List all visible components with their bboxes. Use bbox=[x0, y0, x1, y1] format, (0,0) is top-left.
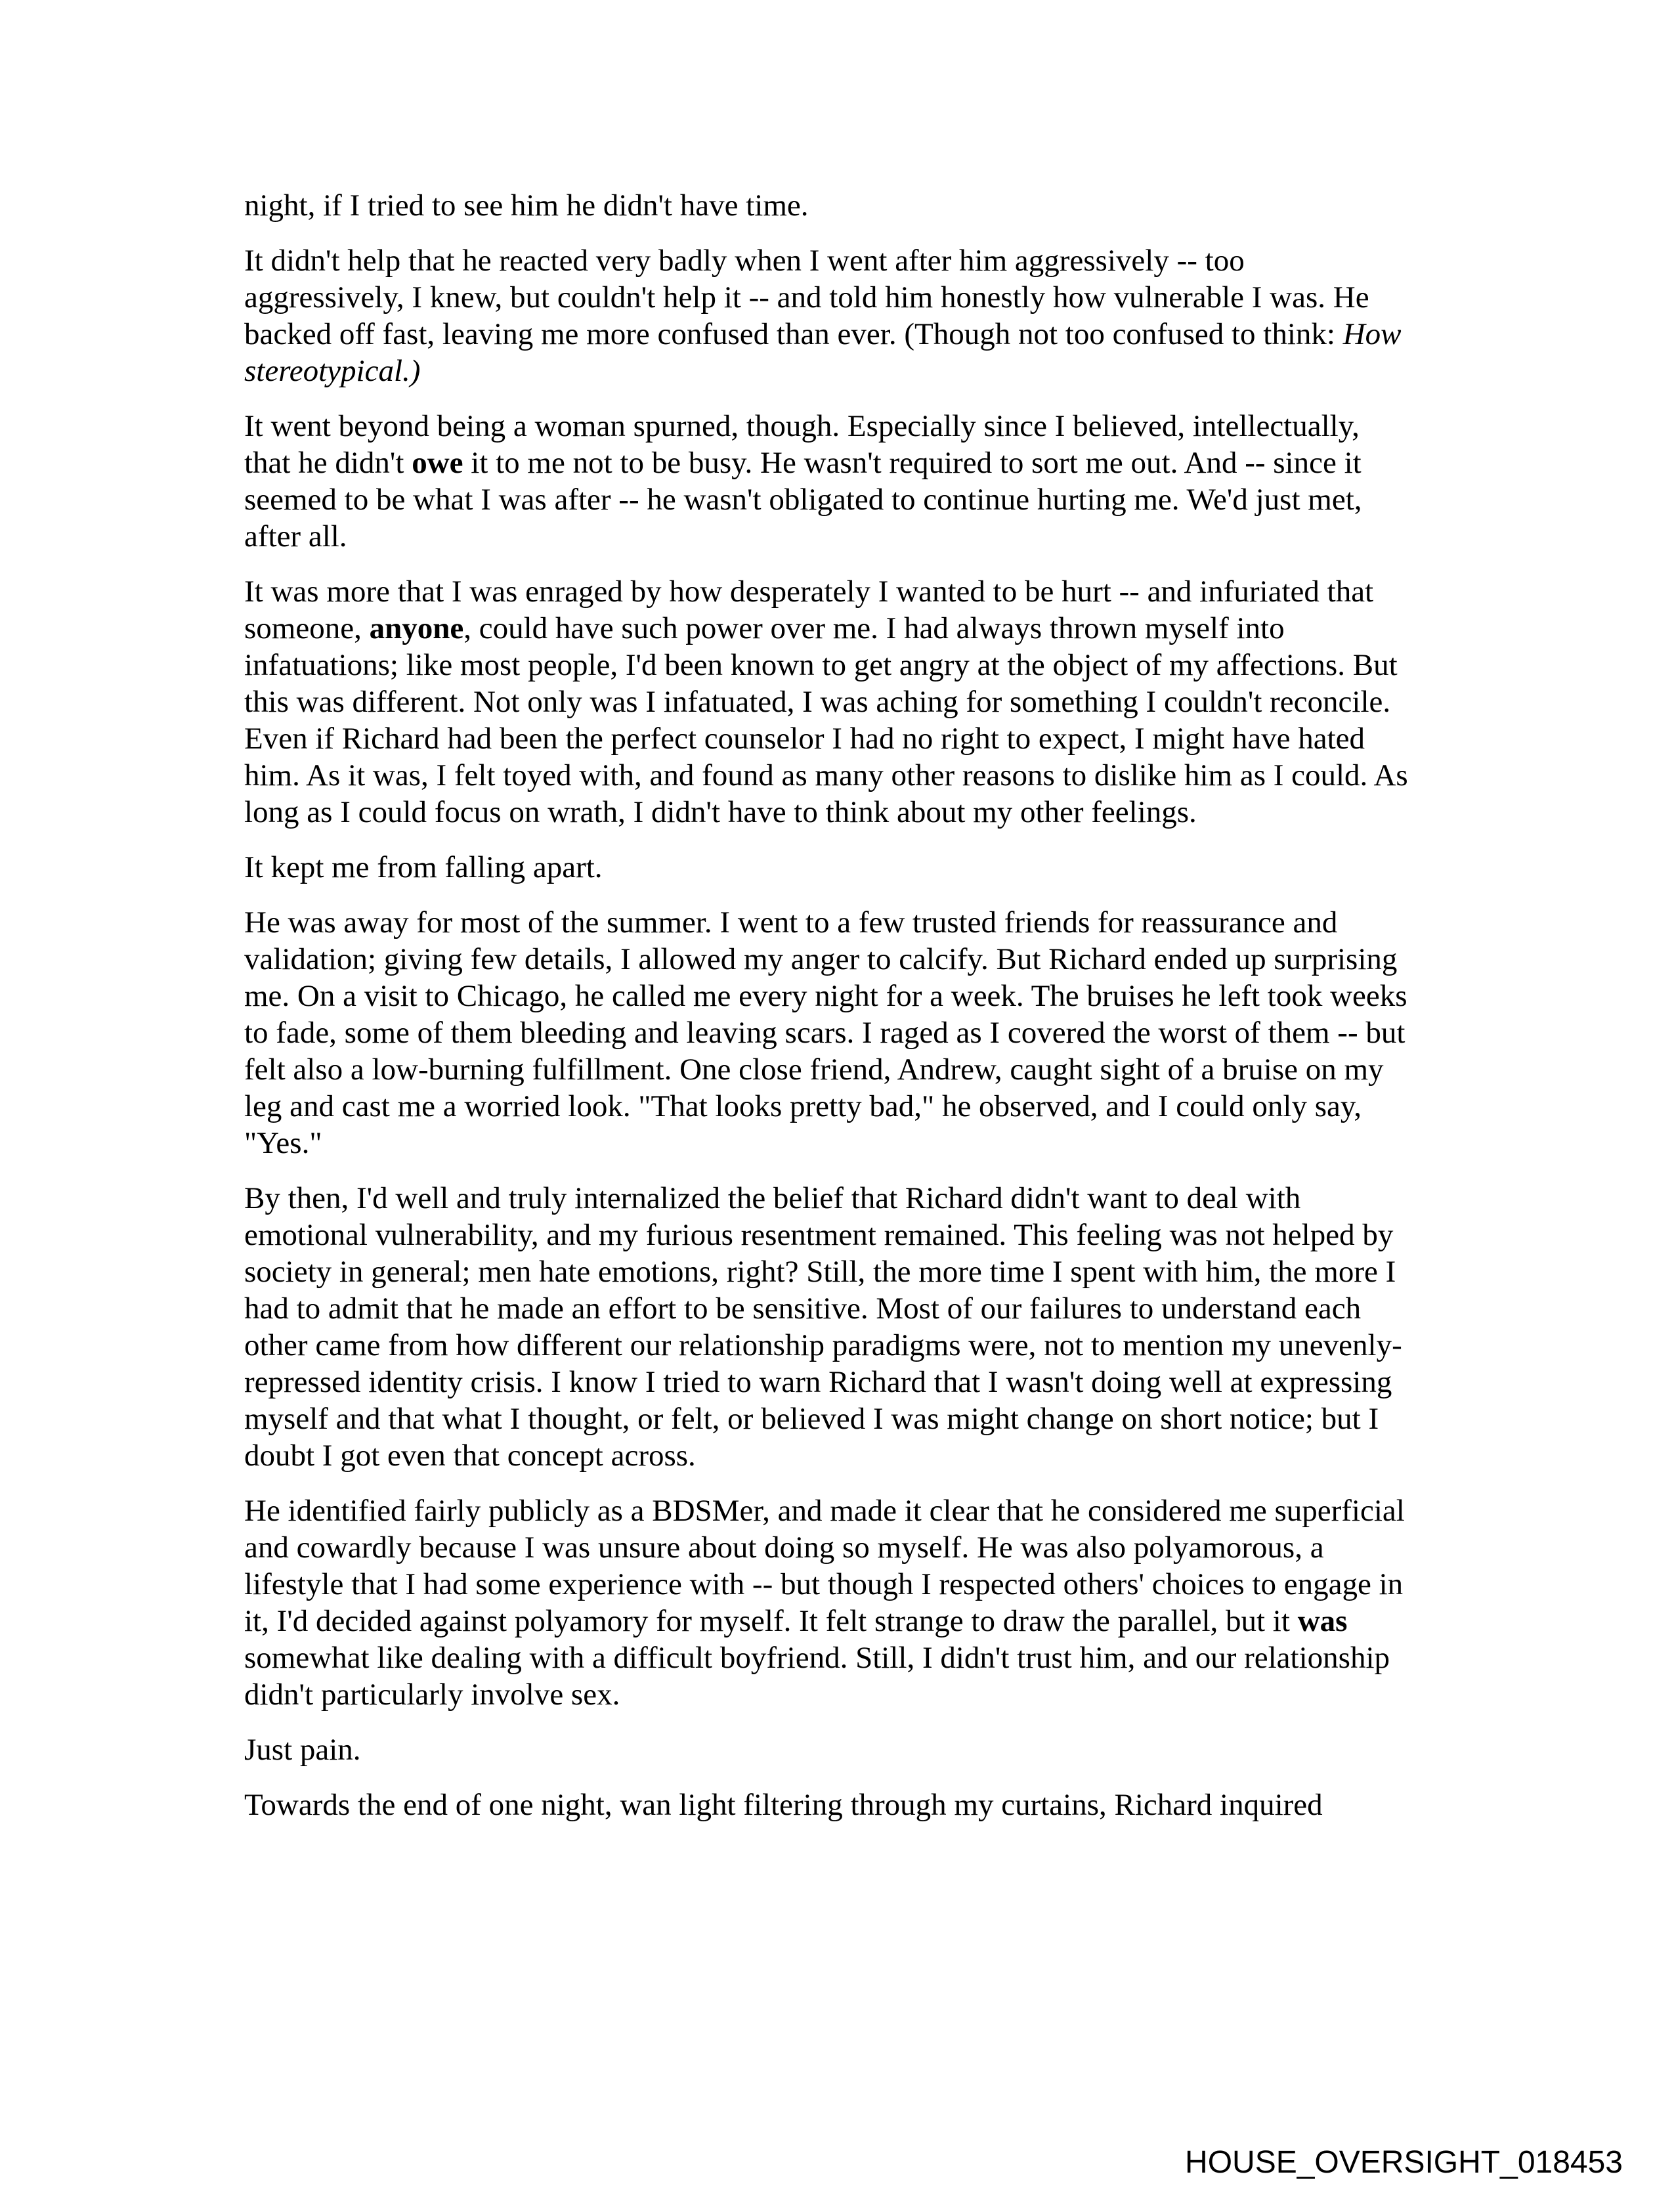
text-run: owe bbox=[412, 446, 463, 480]
text-run: He was away for most of the summer. I went to a few trusted friends for reassurance and validation; giving few details, I allowed my anger to calcify. But Richard ended up surprising me. On a visit to Chicago, he called me every night for a week. The bruises he left took weeks to fade, some of them bleeding and leaving scars. I raged as I covered the worst of them -- but felt also a low-burning fulfillment. One close friend, Andrew, caught sight of a bruise on my leg and cast me a worried look. "That looks pretty bad," he observed, and I could only say, "Yes." bbox=[244, 905, 1407, 1160]
text-run: Just pain. bbox=[244, 1733, 361, 1767]
paragraph bbox=[244, 1787, 1409, 1823]
paragraph bbox=[244, 1180, 1409, 1474]
text-run: It went beyond being a woman spurned, though. Especially since I believed, intellectually, that he didn't bbox=[244, 409, 1360, 480]
text-run: it to me not to be busy. He wasn't required to sort me out. And -- since it seemed to be what I was after -- he wasn't obligated to continue hurting me. We'd just met, after all. bbox=[244, 446, 1362, 553]
paragraph bbox=[244, 1731, 1409, 1768]
paragraph bbox=[244, 849, 1409, 886]
text-run: It was more that I was enraged by how desperately I wanted to be hurt -- and infuriated that someone, bbox=[244, 575, 1374, 645]
bates-number: HOUSE_OVERSIGHT_018453 bbox=[1185, 2145, 1623, 2180]
paragraph bbox=[244, 904, 1409, 1161]
text-run: How stereotypical.) bbox=[244, 317, 1402, 388]
paragraph bbox=[244, 408, 1409, 555]
text-run: anyone bbox=[369, 611, 464, 645]
text-run: somewhat like dealing with a difficult boyfriend. Still, I didn't trust him, and our relationship didn't particularly involve sex. bbox=[244, 1641, 1390, 1712]
text-run: He identified fairly publicly as a BDSMer, and made it clear that he considered me superficial and cowardly because I was unsure about doing so myself. He was also polyamorous, a lifestyle that I had some experience with -- but though I respected others' choices to engage in it, I'd decided against polyamory for myself. It felt strange to draw the parallel, but it bbox=[244, 1494, 1405, 1638]
paragraph bbox=[244, 242, 1409, 389]
text-run: was bbox=[1297, 1604, 1348, 1638]
text-run: It kept me from falling apart. bbox=[244, 850, 603, 884]
text-run: Towards the end of one night, wan light filtering through my curtains, Richard inquired bbox=[244, 1788, 1323, 1822]
paragraph bbox=[244, 1492, 1409, 1713]
text-run: It didn't help that he reacted very badly when I went after him aggressively -- too aggressively, I knew, but couldn't help it -- and told him honestly how vulnerable I was. He backed off fast, leaving me more confused than ever. (Though not too confused to think: bbox=[244, 244, 1369, 351]
paragraph bbox=[244, 573, 1409, 831]
text-run: night, if I tried to see him he didn't have time. bbox=[244, 188, 809, 223]
text-run: , could have such power over me. I had always thrown myself into infatuations; like most people, I'd been known to get angry at the object of my affections. But this was different. Not only was I infatuated, I was aching for something I couldn't reconcile. Even if Richard had been the perfect counselor I had no right to expect, I might have hated him. As it was, I felt toyed with, and found as many other reasons to dislike him as I could. As long as I could focus on wrath, I didn't have to think about my other feelings. bbox=[244, 611, 1408, 829]
paragraph bbox=[244, 187, 1409, 224]
text-run: By then, I'd well and truly internalized the belief that Richard didn't want to deal with emotional vulnerability, and my furious resentment remained. This feeling was not helped by society in general; men hate emotions, right? Still, the more time I spent with him, the more I had to admit that he made an effort to be sensitive. Most of our failures to understand each other came from how different our relationship paradigms were, not to mention my unevenly-repressed identity crisis. I know I tried to warn Richard that I wasn't doing well at expressing myself and that what I thought, or felt, or believed I was might change on short notice; but I doubt I got even that concept across. bbox=[244, 1181, 1402, 1473]
document-body bbox=[244, 187, 1409, 1842]
